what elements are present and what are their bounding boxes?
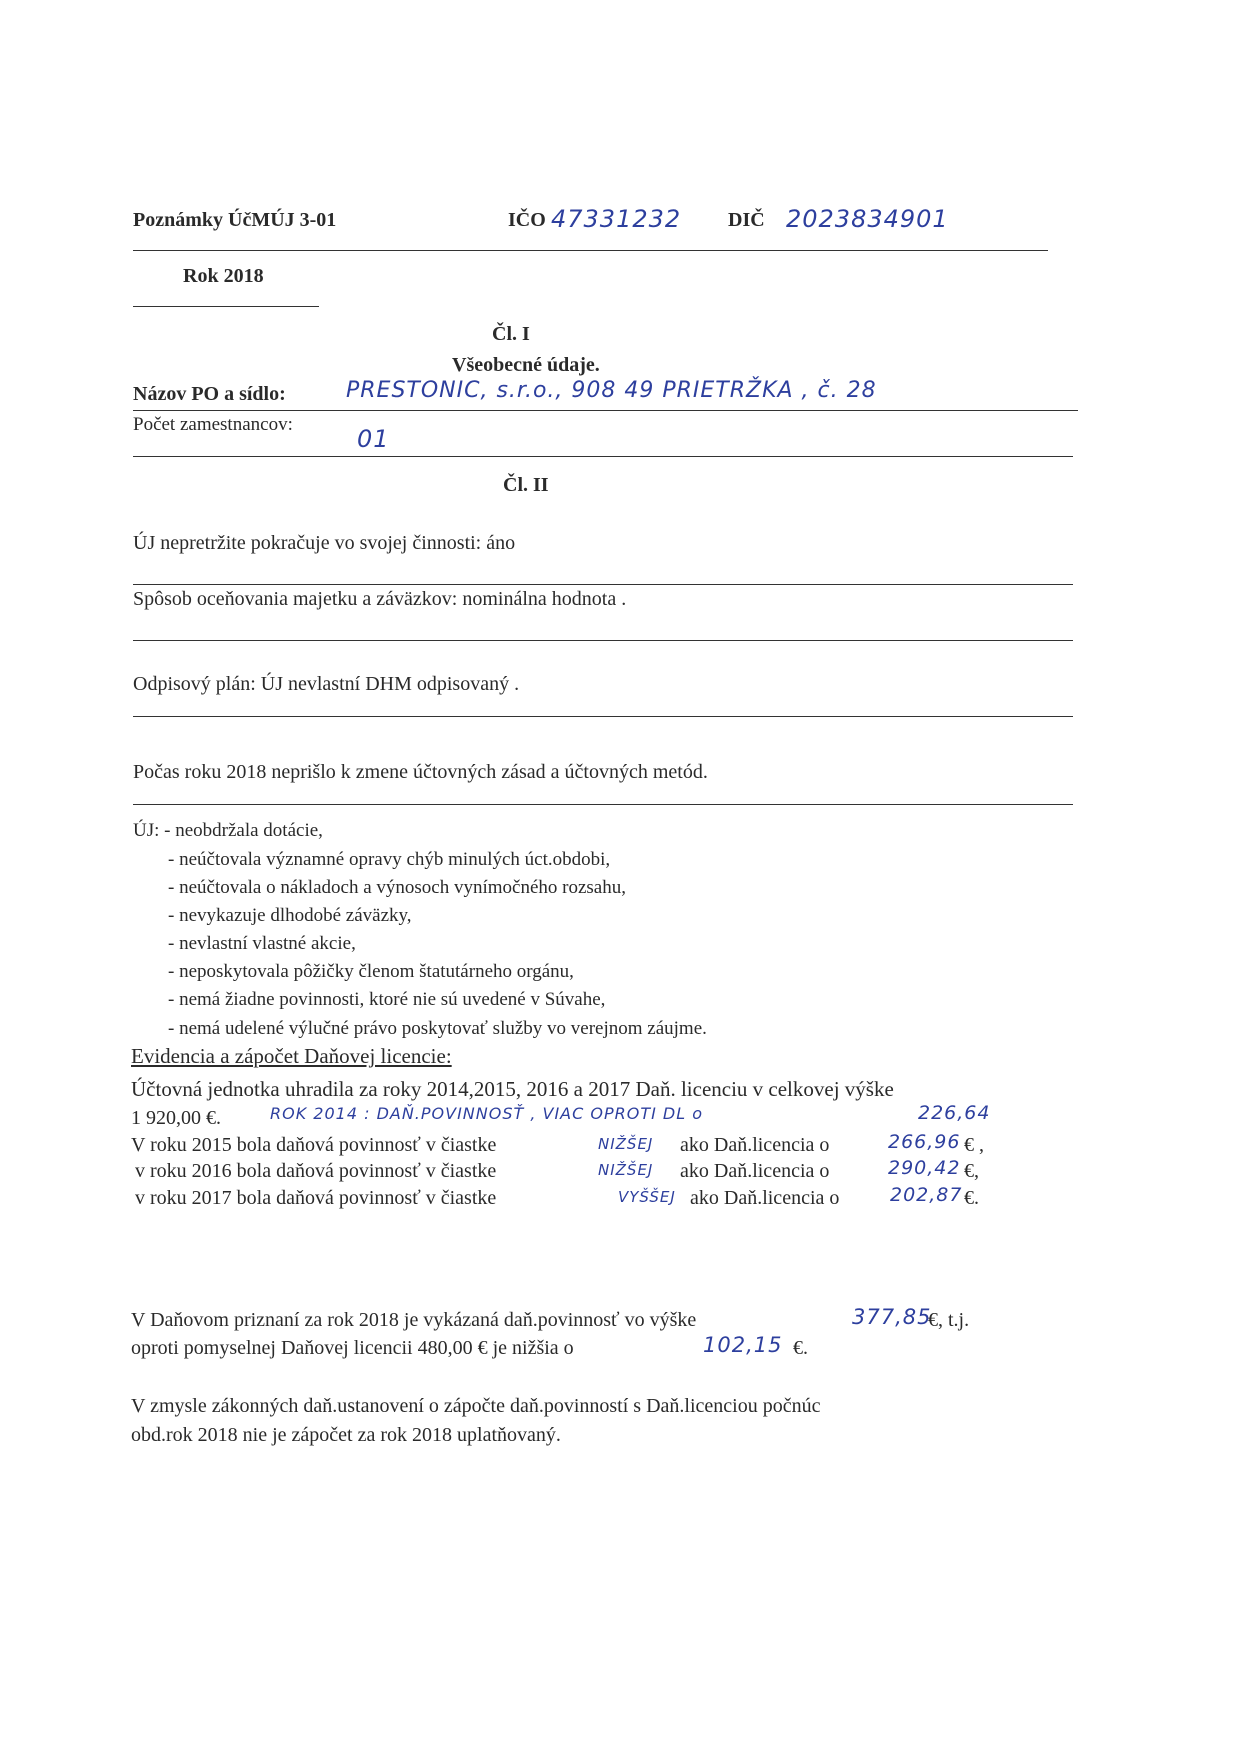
tax-2018-line2: oproti pomyselnej Daňovej licencii 480,00 € je nižšia o — [131, 1337, 574, 1359]
tax-2018-difference: 102,15 — [703, 1333, 783, 1357]
company-name-label: Názov PO a sídlo: — [133, 383, 286, 405]
tax-2018-line1-end: €, t.j. — [928, 1309, 970, 1331]
valuation-statement: Spôsob oceňovania majetku a záväzkov: nominálna hodnota . — [133, 588, 627, 610]
continuity-underline — [133, 584, 1073, 585]
row-2015-value: 266,96 — [888, 1131, 961, 1153]
row-2017-value: 202,87 — [890, 1184, 963, 1206]
row-2017-unit: €. — [964, 1187, 979, 1209]
row-2017-text-b: ako Daň.licencia o — [690, 1187, 840, 1209]
list-item: - neúčtovala o nákladoch a výnosoch vynímočného rozsahu, — [168, 877, 626, 898]
row-2015-text-a: V roku 2015 bola daňová povinnosť v čiastke — [131, 1134, 497, 1156]
ico-value: 47331232 — [551, 205, 682, 233]
ico-label: IČO — [508, 209, 546, 231]
section-1-subheading: Všeobecné údaje. — [452, 354, 600, 376]
row-2016-text-b: ako Daň.licencia o — [680, 1160, 830, 1182]
dic-value: 2023834901 — [786, 205, 949, 233]
employees-underline — [133, 456, 1073, 457]
final-statement-line1: V zmysle zákonných daň.ustanovení o zápočte daň.povinností s Daň.licenciou počnúc — [131, 1395, 821, 1417]
final-statement-line2: obd.rok 2018 nie je zápočet za rok 2018 uplatňovaný. — [131, 1424, 561, 1446]
row-2017-handwritten: VYŠŠEJ — [618, 1188, 676, 1206]
tax-2018-line2-end: €. — [793, 1337, 808, 1359]
list-item: - neúčtovala významné opravy chýb minulých úct.obdobi, — [168, 849, 611, 870]
list-item: - nevykazuje dlhodobé záväzky, — [168, 905, 412, 926]
license-total-amount: 1 920,00 €. — [131, 1107, 221, 1129]
row-2015-unit: € , — [964, 1134, 984, 1156]
company-name-underline — [133, 410, 1078, 411]
handwritten-2014-note: ROK 2014 : DAŇ.POVINNOSŤ , VIAC OPROTI DL o — [270, 1104, 704, 1123]
row-2017-text-a: v roku 2017 bola daňová povinnosť v čiastke — [135, 1187, 497, 1209]
row-2016-handwritten: NIŽŠEJ — [598, 1161, 654, 1179]
employees-value: 01 — [357, 425, 390, 453]
row-2016-unit: €, — [964, 1160, 979, 1182]
header-divider — [133, 250, 1048, 251]
depreciation-underline — [133, 716, 1073, 717]
row-2015-text-b: ako Daň.licencia o — [680, 1134, 830, 1156]
accounting-changes-statement: Počas roku 2018 neprišlo k zmene účtovných zásad a účtovných metód. — [133, 761, 708, 783]
employees-label: Počet zamestnancov: — [133, 414, 293, 435]
list-item: - nemá udelené výlučné právo poskytovať služby vo verejnom záujme. — [168, 1018, 707, 1039]
section-2-heading: Čl. II — [503, 474, 549, 496]
handwritten-2014-value: 226,64 — [918, 1102, 991, 1124]
year-label: Rok 2018 — [183, 265, 264, 287]
depreciation-statement: Odpisový plán: ÚJ nevlastní DHM odpisovaný . — [133, 673, 520, 695]
tax-2018-line1: V Daňovom priznaní za rok 2018 je vykázaná daň.povinnosť vo výške — [131, 1309, 697, 1331]
row-2016-text-a: v roku 2016 bola daňová povinnosť v čiastke — [135, 1160, 497, 1182]
list-item: - nevlastní vlastné akcie, — [168, 933, 356, 954]
tax-2018-value: 377,85 — [852, 1305, 932, 1329]
license-paragraph-line1: Účtovná jednotka uhradila za roky 2014,2015, 2016 a 2017 Daň. licenciu v celkovej výške — [131, 1077, 894, 1101]
year-underline — [133, 306, 319, 307]
dic-label: DIČ — [728, 209, 765, 231]
uj-list-intro: ÚJ: - neobdržala dotácie, — [133, 820, 323, 841]
continuity-statement: ÚJ nepretržite pokračuje vo svojej činnosti: áno — [133, 532, 516, 554]
document-title: Poznámky ÚčMÚJ 3-01 — [133, 209, 337, 231]
row-2015-handwritten: NIŽŠEJ — [598, 1135, 654, 1153]
valuation-underline — [133, 640, 1073, 641]
license-heading: Evidencia a zápočet Daňovej licencie: — [131, 1044, 452, 1068]
company-name-value: PRESTONIC, s.r.o., 908 49 PRIETRŽKA , č. 28 — [346, 378, 877, 403]
list-item: - nemá žiadne povinnosti, ktoré nie sú uvedené v Súvahe, — [168, 989, 606, 1010]
accounting-changes-underline — [133, 804, 1073, 805]
row-2016-value: 290,42 — [888, 1157, 961, 1179]
section-1-heading: Čl. I — [492, 323, 530, 345]
list-item: - neposkytovala pôžičky členom štatutárneho orgánu, — [168, 961, 574, 982]
